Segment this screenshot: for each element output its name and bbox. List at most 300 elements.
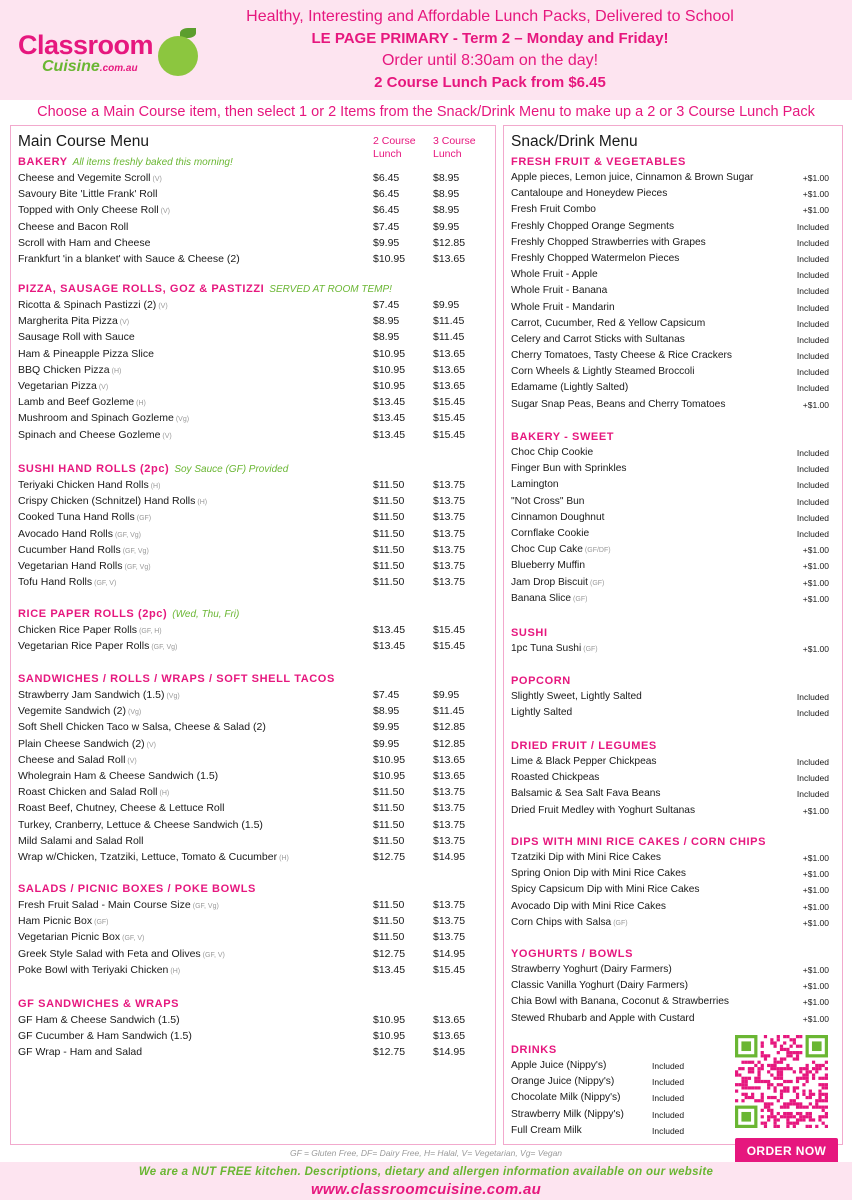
price-3-course: $13.65 [433,252,466,265]
menu-item-row[interactable] [18,752,488,768]
snack-item-name [511,803,695,819]
snack-item-price: Included [796,528,829,539]
price-2-course: $6.45 [373,204,400,217]
snack-section-heading: YOGHURTS / BOWLS [511,948,634,960]
item-name-text: Vegetarian Rice Paper Rolls [18,640,150,653]
item-name-text: Ham & Pineapple Pizza Slice [18,347,154,360]
item-name-text: Cheese and Bacon Roll [18,220,129,233]
snack-item-name [511,542,611,559]
snack-item-name [511,170,753,186]
price-2-course: $7.45 [373,299,400,311]
snack-item-row[interactable] [511,186,837,202]
menu-item-row[interactable] [18,410,488,426]
snack-item-name-text: Avocado Dip with Mini Rice Cakes [511,900,666,912]
menu-item-row[interactable] [18,509,488,525]
menu-item-row[interactable] [18,946,488,962]
price-2-course: $8.95 [373,705,400,718]
menu-section [18,281,488,443]
dietary-tag: (H) [279,854,289,862]
website-link[interactable]: www.classroomcuisine.com.au [310,1181,542,1198]
price-2-course: $11.50 [373,834,405,847]
snack-item-price: +$1.00 [802,189,829,200]
price-2-course: $11.50 [373,899,405,911]
item-name [18,574,116,592]
snack-item-row[interactable] [511,962,837,978]
snack-item-row[interactable] [511,786,837,802]
price-2-course: $8.95 [373,315,400,328]
snack-item-row[interactable] [511,978,837,994]
item-name-text: Avocado Hand Rolls [18,527,113,540]
dietary-tag: (V) [162,432,172,440]
snack-item-name-text: Choc Cup Cake [511,544,583,556]
snack-item-row[interactable] [511,235,837,251]
snack-item-price: Included [796,286,829,297]
snack-section-heading: DRIED FRUIT / LEGUMES [511,740,657,752]
price-2-course: $10.95 [373,1030,406,1043]
snack-section [511,429,837,607]
snack-item-name-text: Spring Onion Dip with Mini Rice Cakes [511,868,686,880]
menu-item-row[interactable] [18,378,488,394]
snack-item-price: Included [796,237,829,248]
snack-item-name [511,962,672,978]
dietary-tag: (GF, Vg) [114,531,142,539]
snack-item-name-text: Lime & Black Pepper Chickpeas [511,756,657,767]
price-3-course: $12.85 [433,236,466,249]
menu-item-row[interactable] [18,346,488,362]
menu-item-row[interactable] [18,219,488,235]
snack-item-row[interactable] [511,397,837,413]
classroom-cuisine-logo[interactable] [18,24,198,84]
header-banner [0,0,852,100]
snack-section-heading: BAKERY - SWEET [511,431,615,443]
snack-item-price: Included [652,1077,685,1088]
snack-item-name [511,445,593,461]
item-name-text: Strawberry Jam Sandwich (1.5) [18,689,165,701]
snack-item-row[interactable] [511,705,837,721]
snack-item-name-text: Edamame (Lightly Salted) [511,382,629,394]
menu-item-row[interactable] [18,1044,488,1060]
dietary-tag: (GF, V) [202,951,225,959]
snack-item-price: +$1.00 [802,399,829,410]
dietary-tag: (GF, Vg) [192,903,219,910]
price-3-course: $11.45 [433,705,465,718]
snack-item-row[interactable] [511,170,837,186]
dietary-tag: (H) [170,967,181,975]
price-3-course: $13.65 [433,363,466,376]
snack-item-name-text: Strawberry Milk (Nippy's) [511,1108,624,1120]
snack-item-row[interactable] [511,380,837,396]
section-note: Soy Sauce (GF) Provided [174,464,289,475]
snack-item-row[interactable] [511,754,837,770]
snack-item-name-text: Freshly Chopped Orange Segments [511,220,675,232]
snack-item-price: +$1.00 [802,173,829,183]
snack-item-name [511,332,685,348]
snack-item-row[interactable] [511,542,837,558]
snack-item-row[interactable] [511,770,837,786]
snack-item-name-text: Lamington [511,479,559,491]
price-3-course: $8.95 [433,172,460,184]
header-order-deadline: Order until 8:30am on the day! [381,52,599,69]
item-name-text: Mushroom and Spinach Gozleme [18,412,174,425]
price-2-course: $10.95 [373,769,406,782]
snack-section-heading: FRESH FRUIT & VEGETABLES [511,156,686,168]
snack-item-row[interactable] [511,267,837,283]
item-name [18,329,135,345]
dietary-tag: (V) [160,208,171,216]
snack-item-name [511,316,705,332]
snack-item-name-text: Whole Fruit - Mandarin [511,301,615,313]
snack-section [511,673,837,721]
snack-item-price: Included [796,480,829,491]
snack-item-price: Included [796,253,829,264]
menu-section [18,996,488,1061]
item-name [18,251,240,267]
snack-item-price: +$1.00 [802,885,829,896]
snack-item-name-text: Cinnamon Doughnut [511,511,605,523]
snack-item-price: Included [796,464,829,475]
menu-item-row[interactable] [18,622,488,638]
snack-item-row[interactable] [511,461,837,477]
snack-item-price: Included [796,496,829,507]
snack-item-name [511,1058,606,1074]
snack-item-row[interactable] [511,994,837,1010]
snack-item-name [511,267,598,283]
snack-item-row[interactable] [511,283,837,299]
snack-item-name-text: Roasted Chickpeas [511,772,600,784]
snack-item-name-text: Jam Drop Biscuit [511,576,588,588]
snack-item-price: Included [796,270,829,281]
section-heading [18,881,488,897]
snack-item-row[interactable] [511,899,837,915]
snack-item-price: +$1.00 [802,901,829,912]
snack-item-name-text: Freshly Chopped Strawberries with Grapes [511,236,706,248]
item-name-text: Mild Salami and Salad Roll [18,834,144,847]
snack-item-price: +$1.00 [802,561,829,572]
logo-word-cuisine: Cuisine.com.au [42,58,138,75]
item-name [18,235,150,251]
menu-item-row[interactable] [18,394,488,410]
snack-section-heading: DIPS WITH MINI RICE CAKES / CORN CHIPS [511,836,767,848]
price-3-course: $9.95 [433,689,460,701]
header-price-from: 2 Course Lunch Pack from $6.45 [374,74,606,91]
snack-item-row[interactable] [511,477,837,493]
snack-item-row[interactable] [511,641,837,657]
snack-item-price: +$1.00 [802,853,829,863]
dietary-tag: (V) [146,741,156,749]
item-name [18,768,218,784]
logo-word-classroom: Classroom [18,30,154,60]
snack-item-name [511,300,615,316]
menu-item-row[interactable] [18,929,488,945]
qr-code-icon[interactable] [735,1028,828,1135]
menu-item-row[interactable] [18,913,488,929]
menu-item-row[interactable] [18,1028,488,1044]
snack-item-row[interactable] [511,803,837,819]
price-2-course: $11.50 [373,527,405,540]
price-2-course: $12.75 [373,1046,406,1059]
snack-item-row[interactable] [511,689,837,705]
snack-item-row[interactable] [511,1011,837,1027]
snack-item-price: Included [652,1109,685,1120]
menu-item-row[interactable] [18,170,488,186]
snack-item-name-text: 1pc Tuna Sushi [511,643,582,654]
item-name-text: Roast Chicken and Salad Roll [18,786,158,799]
dietary-tag: (GF) [94,919,109,927]
order-now-button[interactable]: ORDER NOW [735,1138,838,1164]
price-2-course: $10.95 [373,1014,406,1026]
snack-item-name [511,1011,695,1027]
price-2-course: $13.45 [373,428,406,441]
item-name-text: Topped with Only Cheese Roll [18,204,159,217]
price-2-course: $7.45 [373,689,400,701]
menu-item-row[interactable] [18,493,488,509]
snack-item-price: +$1.00 [802,205,829,216]
price-2-course: $13.45 [373,963,406,976]
dietary-tag: (GF, Vg) [151,644,178,652]
price-2-course: $13.45 [373,640,406,653]
snack-item-name [511,251,679,267]
item-name [18,1012,180,1028]
item-name-text: GF Ham & Cheese Sandwich (1.5) [18,1014,180,1026]
dietary-tag: (V) [98,383,109,391]
section-heading [18,606,488,622]
snack-item-row[interactable] [511,866,837,882]
menu-item-row[interactable] [18,235,488,251]
item-name [18,186,157,202]
menu-item-row[interactable] [18,833,488,849]
snack-item-name [511,461,627,477]
snack-item-name-text: Celery and Carrot Sticks with Sultanas [511,333,685,345]
price-3-course: $13.75 [433,495,466,508]
item-name [18,817,263,833]
snack-item-name-text: Blueberry Muffin [511,560,585,572]
price-3-course: $8.95 [433,188,460,201]
snack-item-row[interactable] [511,526,837,542]
snack-item-name-text: Apple pieces, Lemon juice, Cinnamon & Brown Sugar [511,172,754,183]
snack-item-row[interactable] [511,558,837,574]
snack-item-price: +$1.00 [802,997,829,1008]
snack-item-price: Included [796,367,829,378]
price-2-course: $11.50 [373,915,405,928]
menu-item-row[interactable] [18,558,488,574]
price-3-course: $13.65 [433,753,466,766]
price-3-course: $13.75 [433,818,466,831]
snack-item-name [511,1090,621,1106]
snack-item-row[interactable] [511,494,837,510]
snack-item-name-text: Cantaloupe and Honeydew Pieces [511,188,668,200]
header-school-term: LE PAGE PRIMARY - Term 2 – Monday and Friday! [311,30,669,47]
menu-item-row[interactable] [18,784,488,800]
snack-item-name [511,641,598,658]
item-name-text: Cheese and Vegemite Scroll [18,172,151,184]
dietary-tag: (GF) [583,646,598,653]
snack-item-name [511,397,725,413]
snack-item-name-text: Slightly Sweet, Lightly Salted [511,691,642,702]
snack-item-row[interactable] [511,348,837,364]
section-heading [18,671,488,687]
price-2-course: $10.95 [373,252,406,265]
menu-item-row[interactable] [18,800,488,816]
item-name [18,638,177,656]
snack-item-row[interactable] [511,445,837,461]
snack-item-row[interactable] [511,510,837,526]
menu-item-row[interactable] [18,768,488,784]
menu-item-row[interactable] [18,687,488,703]
nut-free-notice: We are a NUT FREE kitchen. Descriptions, dietary and allergen information available on our website [138,1166,714,1178]
item-name-text: Wrap w/Chicken, Tzatziki, Lettuce, Tomato & Cucumber [18,850,278,863]
snack-item-name-text: "Not Cross" Bun [511,495,585,507]
snack-item-row[interactable] [511,850,837,866]
dietary-tag: (GF) [573,595,588,603]
dietary-tag: (GF/DF) [584,547,611,555]
snack-item-price: +$1.00 [802,1013,829,1024]
menu-item-row[interactable] [18,313,488,329]
menu-item-row[interactable] [18,251,488,267]
snack-item-name [511,591,587,608]
price-3-course: $13.75 [433,479,466,491]
price-3-course: $8.95 [433,204,460,217]
section-heading-text: SALADS / PICNIC BOXES / POKE BOWLS [18,883,256,895]
item-name-text: Crispy Chicken (Schnitzel) Hand Rolls [18,495,196,508]
footer-banner [0,1162,852,1200]
menu-item-row[interactable] [18,542,488,558]
price-3-course: $14.95 [433,947,466,960]
dietary-tag: (V) [152,176,162,183]
item-name [18,719,266,735]
menu-item-row[interactable] [18,297,488,313]
price-3-course: $13.75 [433,576,466,589]
apple-icon [158,36,198,76]
price-3-course: $11.45 [433,315,465,328]
snack-item-name [511,915,628,932]
menu-item-row[interactable] [18,703,488,719]
snack-drink-panel [503,125,843,1145]
snack-item-name [511,235,706,251]
section-note: All items freshly baked this morning! [72,157,233,168]
item-name-text: Plain Cheese Sandwich (2) [18,737,145,750]
price-3-course: $12.85 [433,721,466,734]
snack-item-name-text: Stewed Rhubarb and Apple with Custard [511,1012,695,1024]
snack-item-row[interactable] [511,316,837,332]
snack-item-price: Included [796,351,829,362]
price-3-course: $15.45 [433,640,466,653]
item-name-text: Fresh Fruit Salad - Main Course Size [18,899,191,911]
snack-item-price: +$1.00 [802,644,829,654]
snack-item-row[interactable] [511,882,837,898]
menu-item-row[interactable] [18,736,488,752]
snack-item-name-text: Chocolate Milk (Nippy's) [511,1092,621,1104]
section-note: (Wed, Thu, Fri) [172,609,240,620]
snack-item-name [511,866,686,882]
snack-item-name [511,348,732,364]
item-name-text: Teriyaki Chicken Hand Rolls [18,479,149,491]
menu-item-row[interactable] [18,817,488,833]
snack-item-price: Included [796,789,829,800]
item-name-text: Vegetarian Hand Rolls [18,559,123,572]
snack-item-row[interactable] [511,575,837,591]
snack-item-name-text: Carrot, Cucumber, Red & Yellow Capsicum [511,317,706,329]
snack-item-price: Included [796,448,829,458]
snack-item-name-text: Strawberry Yoghurt (Dairy Farmers) [511,964,672,975]
snack-item-row[interactable] [511,591,837,607]
menu-item-row[interactable] [18,526,488,542]
snack-section-heading: SUSHI [511,627,548,639]
price-3-course: $12.85 [433,737,466,750]
snack-item-price: +$1.00 [802,577,829,588]
snack-item-name-text: Freshly Chopped Watermelon Pieces [511,252,680,264]
menu-item-row[interactable] [18,477,488,493]
menu-item-row[interactable] [18,202,488,218]
menu-section [18,461,488,590]
snack-item-row[interactable] [511,364,837,380]
snack-section [511,625,837,657]
snack-item-row[interactable] [511,219,837,235]
menu-item-row[interactable] [18,186,488,202]
item-name-text: Margherita Pita Pizza [18,315,118,328]
item-name-text: Vegetarian Pizza [18,379,97,392]
snack-item-name [511,526,589,542]
menu-item-row[interactable] [18,849,488,865]
snack-item-name [511,882,700,898]
price-2-course: $11.50 [373,495,405,508]
dietary-tag: (GF, V) [94,580,117,588]
snack-item-name [511,754,657,770]
price-2-course: $13.45 [373,624,406,636]
price-2-course: $10.95 [373,753,406,766]
menu-item-row[interactable] [18,719,488,735]
menu-section [18,671,488,865]
snack-item-price: +$1.00 [802,981,829,992]
menu-item-row[interactable] [18,1012,488,1028]
snack-item-row[interactable] [511,251,837,267]
snack-item-price: Included [796,708,829,719]
item-name-text: Cheese and Salad Roll [18,753,126,766]
price-2-course: $6.45 [373,188,400,201]
snack-item-row[interactable] [511,915,837,931]
menu-item-row[interactable] [18,638,488,654]
dietary-tag: (H) [150,483,161,490]
dietary-key: GF = Gluten Free, DF= Dairy Free, H= Halal, V= Vegetarian, Vg= Vegan [289,1148,563,1158]
menu-item-row[interactable] [18,962,488,978]
item-name-text: Ham Picnic Box [18,915,93,928]
price-2-course: $11.50 [373,479,405,491]
price-3-course: $14.95 [433,1046,466,1059]
section-heading [18,281,488,297]
menu-item-row[interactable] [18,362,488,378]
price-3-course: $15.45 [433,963,466,976]
menu-item-row[interactable] [18,574,488,590]
price-3-course: $13.75 [433,511,466,524]
snack-section-heading: DRINKS [511,1044,557,1056]
item-name-text: Ricotta & Spinach Pastizzi (2) [18,299,157,311]
item-name-text: Savoury Bite 'Little Frank' Roll [18,188,158,201]
item-name-text: Sausage Roll with Sauce [18,331,135,344]
snack-item-row[interactable] [511,202,837,218]
menu-item-row[interactable] [18,897,488,913]
snack-item-row[interactable] [511,332,837,348]
snack-item-name [511,850,661,866]
menu-item-row[interactable] [18,427,488,443]
snack-item-name-text: Whole Fruit - Apple [511,269,598,281]
dietary-tag: (H) [111,367,122,375]
price-2-course: $9.95 [373,236,400,249]
menu-item-row[interactable] [18,329,488,345]
item-name-text: Tofu Hand Rolls [18,576,93,589]
price-3-course: $13.75 [433,527,466,540]
snack-section [511,946,837,1027]
snack-item-row[interactable] [511,300,837,316]
price-2-course: $11.50 [373,931,405,944]
